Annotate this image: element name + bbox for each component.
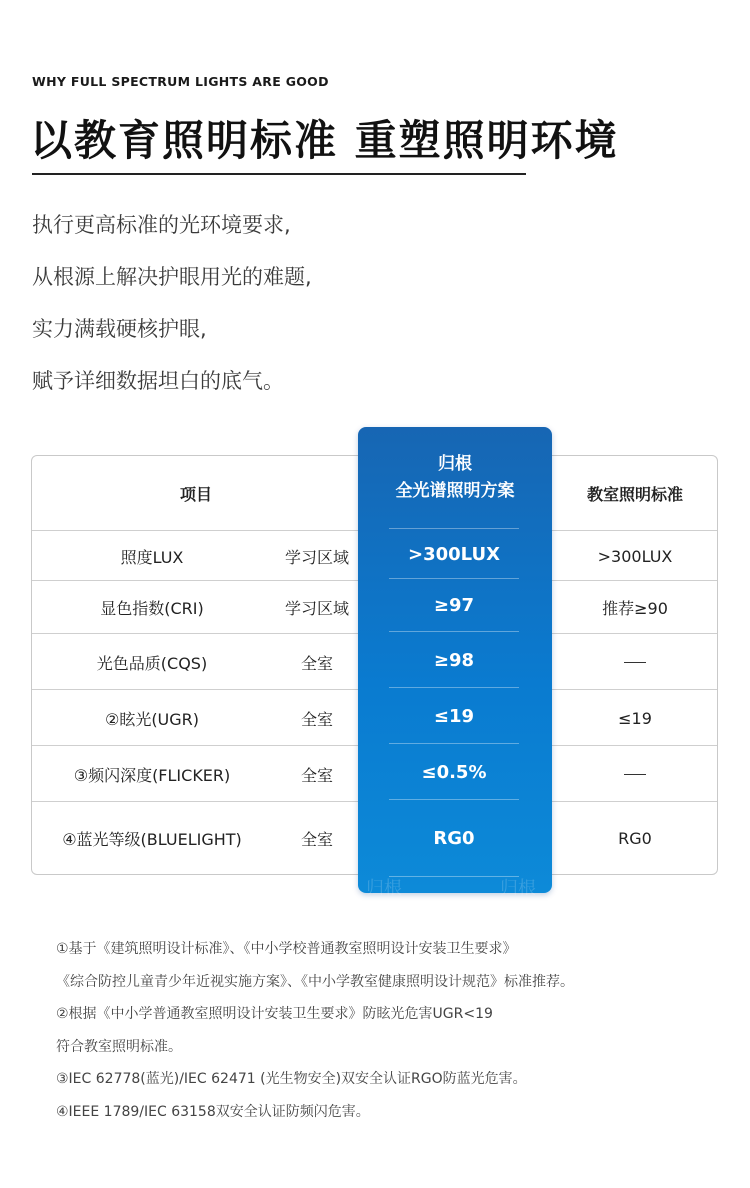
title-underline	[32, 173, 526, 175]
cell-area: 全室	[300, 709, 333, 729]
cell-standard-dash	[552, 634, 718, 690]
intro-line: 赋予详细数据坦白的底气。	[32, 369, 284, 393]
footnote-line: 《综合防控儿童青少年近视实施方案》、《中小学教室健康照明设计规范》标准推荐。	[56, 973, 574, 990]
footnotes	[56, 937, 574, 1133]
product-value: ≤19	[389, 687, 519, 744]
product-name: 全光谱照明方案	[395, 480, 515, 501]
cell-standard-dash	[552, 746, 718, 802]
cell-item: 照度LUX	[120, 547, 184, 567]
cell-standard: >300LUX	[597, 546, 673, 566]
cell-item: ③频闪深度(FLICKER)	[73, 765, 231, 785]
product-brand: 归根	[438, 453, 472, 474]
watermark-text: 归根	[500, 878, 536, 899]
cell-standard: RG0	[618, 829, 652, 848]
product-value: RG0	[389, 799, 519, 877]
intro-line: 从根源上解决护眼用光的难题,	[32, 265, 312, 289]
cell-area: 全室	[300, 653, 333, 673]
intro-paragraph	[32, 208, 312, 416]
cell-area: 学习区域	[284, 599, 349, 618]
product-column-header	[358, 427, 552, 528]
footnote-line: ①基于《建筑照明设计标准》、《中小学校普通教室照明设计安装卫生要求》	[56, 941, 517, 957]
cell-area: 全室	[300, 830, 333, 849]
cell-standard: ≤19	[618, 708, 652, 728]
footnote-line: ③IEC 62778(蓝光)/IEC 62471 (光生物安全)双安全认证RGO防蓝光危害。	[56, 1071, 527, 1088]
product-column	[358, 427, 552, 899]
watermark	[366, 874, 536, 900]
cell-item: 光色品质(CQS)	[96, 653, 208, 673]
product-value: ≥97	[389, 578, 519, 632]
header-item: 项目	[179, 484, 212, 504]
cell-item: ④蓝光等级(BLUELIGHT)	[62, 830, 242, 849]
cell-standard: 推荐≥90	[602, 599, 668, 618]
eyebrow-text: WHY FULL SPECTRUM LIGHTS ARE GOOD	[32, 74, 329, 89]
cell-area: 学习区域	[284, 547, 349, 567]
product-value: ≥98	[389, 631, 519, 688]
page-title: 以教育照明标准 重塑照明环境	[30, 116, 619, 165]
cell-item: ②眩光(UGR)	[104, 709, 200, 729]
footnote-line: 符合教室照明标准。	[56, 1038, 182, 1055]
product-value: ≤0.5%	[389, 743, 519, 800]
intro-line: 执行更高标准的光环境要求,	[32, 213, 291, 237]
watermark-text: 归根	[366, 878, 402, 899]
cell-area: 全室	[300, 765, 333, 785]
header-standard: 教室照明标准	[586, 484, 683, 504]
cell-item: 显色指数(CRI)	[100, 599, 204, 618]
product-value: >300LUX	[389, 528, 519, 579]
intro-line: 实力满载硬核护眼,	[32, 317, 207, 341]
footnote-line: ④IEEE 1789/IEC 63158双安全认证防频闪危害。	[56, 1103, 370, 1120]
footnote-line: ②根据《中小学普通教室照明设计安装卫生要求》防眩光危害UGR<19	[56, 1006, 493, 1023]
